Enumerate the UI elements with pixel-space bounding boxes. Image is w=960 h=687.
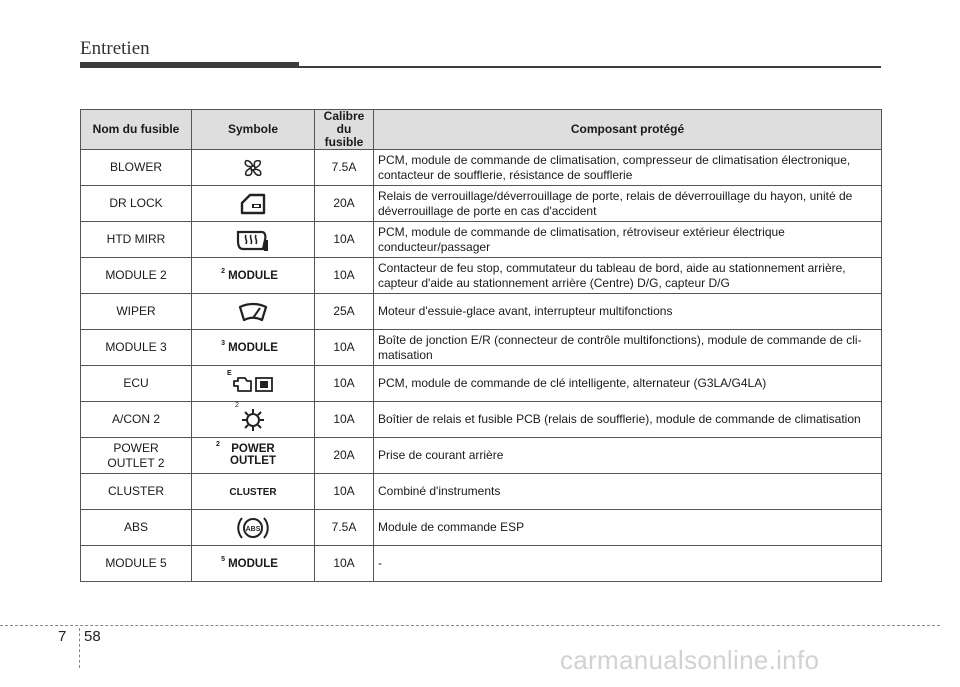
fuse-rating: 10A (315, 258, 374, 294)
fuse-component: - (374, 546, 882, 582)
fuse-name: HTD MIRR (81, 222, 192, 258)
table-row (81, 294, 882, 330)
fuse-name: BLOWER (81, 150, 192, 186)
fuse-rating: 7.5A (315, 150, 374, 186)
wiper-icon (238, 302, 268, 322)
fuse-rating: 10A (315, 546, 374, 582)
door-lock-icon (239, 192, 267, 216)
fuse-name: DR LOCK (81, 186, 192, 222)
header-component: Composant protégé (374, 110, 882, 150)
symbol-superscript: 2 (216, 441, 220, 448)
fuse-component: Boîte de jonction E/R (connecteur de contrôle multifonctions), module de commande de cli-matisation (374, 330, 882, 366)
fuse-component: Relais de verrouillage/déverrouillage de porte, relais de déverrouillage du hayon, unité de déverrouillage de porte en cas d'accident (374, 186, 882, 222)
fuse-symbol-text (221, 340, 278, 354)
symbol-label: MODULE (228, 342, 278, 354)
symbol-label: CLUSTER (229, 486, 277, 498)
fuse-name: CLUSTER (81, 474, 192, 510)
table-row (81, 150, 882, 186)
ecu-icon (231, 374, 275, 394)
fuse-symbol-text (221, 556, 278, 570)
footer-rule (0, 625, 940, 626)
symbol-superscript: E (227, 369, 232, 377)
fuse-symbol-text (235, 401, 265, 432)
fuse-symbol-text (227, 369, 275, 394)
fuse-table (80, 109, 882, 582)
fuse-component: Prise de courant arrière (374, 438, 882, 474)
fuse-name: MODULE 2 (81, 258, 192, 294)
fuse-component: Module de commande ESP (374, 510, 882, 546)
title-rule-thin (299, 66, 881, 68)
symbol-label: MODULE (228, 270, 278, 282)
fuse-rating: 10A (315, 474, 374, 510)
fuse-component: Boîtier de relais et fusible PCB (relais de soufflerie), module de commande de climatisation (374, 402, 882, 438)
fuse-symbol-text (216, 441, 283, 467)
header-fuse-name: Nom du fusible (81, 110, 192, 150)
table-row (81, 186, 882, 222)
fuse-name: MODULE 5 (81, 546, 192, 582)
fuse-rating: 10A (315, 366, 374, 402)
fuse-name: WIPER (81, 294, 192, 330)
abs-icon (236, 514, 270, 542)
title-rule-thick (80, 62, 299, 68)
fuse-name: POWER OUTLET 2 (81, 438, 192, 474)
fuse-component: Combiné d'instruments (374, 474, 882, 510)
table-row (81, 222, 882, 258)
symbol-label: MODULE (228, 558, 278, 570)
symbol-label: POWER OUTLET (230, 443, 276, 467)
fuse-component: Contacteur de feu stop, commutateur du tableau de bord, aide au stationnement arrière, capteur d'aide au stationnement arrière (Centre) D/G, capteur D/G (374, 258, 882, 294)
chapter-number: 7 (58, 628, 67, 645)
fuse-rating: 20A (315, 438, 374, 474)
fuse-symbol-text (221, 268, 278, 282)
fuse-rating: 20A (315, 186, 374, 222)
fuse-name: ECU (81, 366, 192, 402)
table-row (81, 474, 882, 510)
symbol-superscript: 5 (221, 556, 225, 563)
fuse-component: PCM, module de commande de clé intelligente, alternateur (G3LA/G4LA) (374, 366, 882, 402)
symbol-superscript: 2 (221, 268, 225, 275)
fuse-component: PCM, module de commande de climatisation, compresseur de climatisation électronique, contacteur de soufflerie, résistance de soufflerie (374, 150, 882, 186)
table-row (81, 258, 882, 294)
fan-icon (240, 156, 266, 180)
table-row (81, 510, 882, 546)
fuse-component: Moteur d'essuie-glace avant, interrupteur multifonctions (374, 294, 882, 330)
header-rating: Calibre du fusible (315, 110, 374, 150)
fuse-rating: 10A (315, 222, 374, 258)
fuse-name: A/CON 2 (81, 402, 192, 438)
table-row (81, 546, 882, 582)
abs-icon-label: ABS (245, 525, 261, 533)
page-number: 58 (84, 628, 101, 645)
header-symbol: Symbole (192, 110, 315, 150)
table-row (81, 438, 882, 474)
fuse-rating: 10A (315, 330, 374, 366)
fuse-rating: 10A (315, 402, 374, 438)
watermark: carmanualsonline.info (560, 645, 820, 675)
section-title: Entretien (80, 38, 150, 59)
table-row (81, 366, 882, 402)
air-con-icon (241, 408, 265, 432)
symbol-superscript: 3 (221, 340, 225, 347)
fuse-name: MODULE 3 (81, 330, 192, 366)
fuse-rating: 7.5A (315, 510, 374, 546)
fuse-name: ABS (81, 510, 192, 546)
fuse-rating: 25A (315, 294, 374, 330)
footer-divider (79, 628, 80, 668)
table-row (81, 330, 882, 366)
table-header-row (81, 110, 882, 150)
fuse-component: PCM, module de commande de climatisation, rétroviseur extérieur électrique conducteur/passager (374, 222, 882, 258)
table-row (81, 402, 882, 438)
heated-mirror-icon (236, 228, 270, 252)
symbol-superscript: 2 (235, 401, 239, 409)
